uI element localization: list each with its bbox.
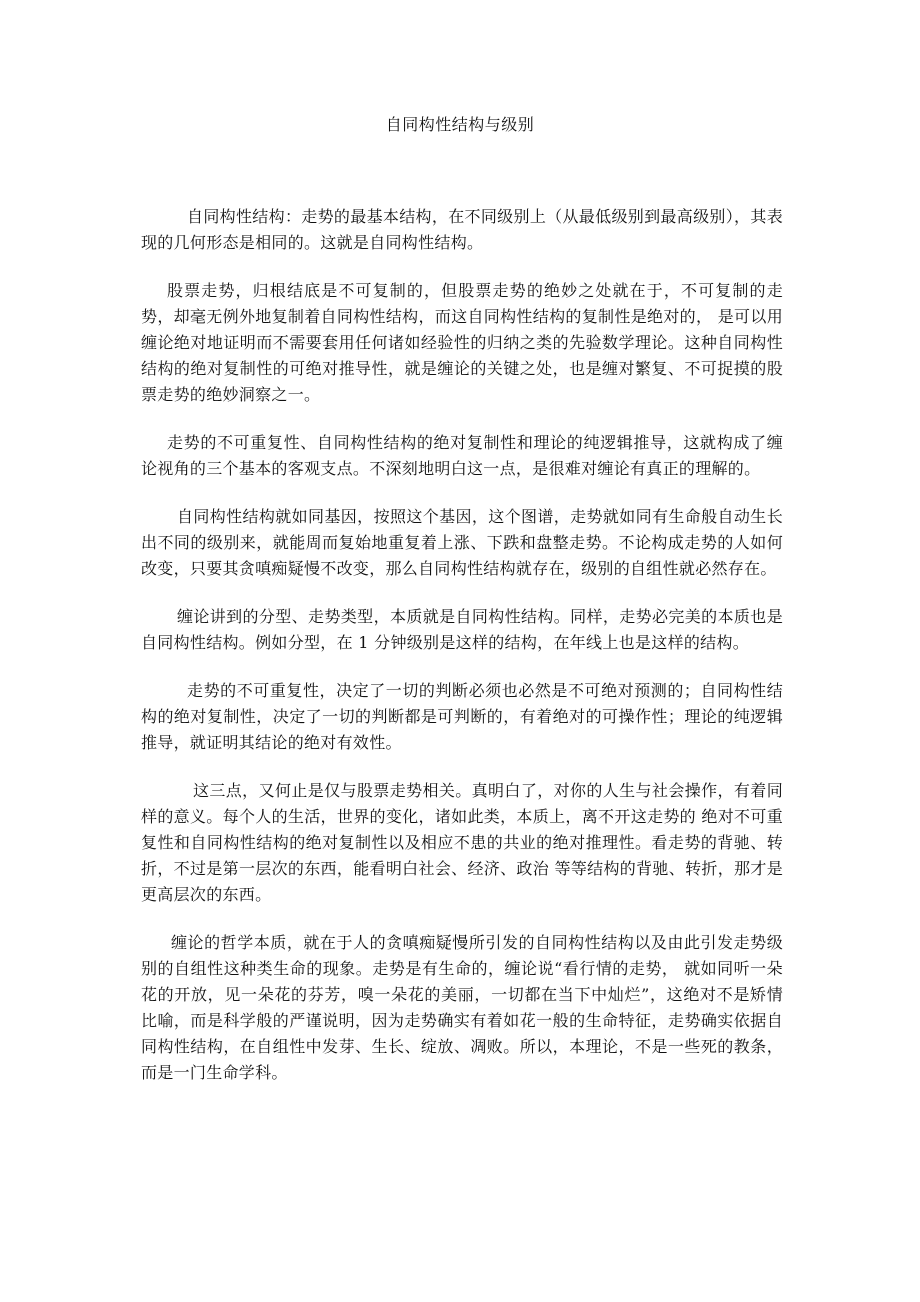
paragraph-5: 缠论讲到的分型、走势类型，本质就是自同构性结构。同样，走势必完美的本质也是自同构性结构。例如分型，在 1 分钟级别是这样的结构，在年线上也是这样的结构。: [141, 607, 783, 652]
paragraph-3: 走势的不可重复性、自同构性结构的绝对复制性和理论的纯逻辑推导，这就构成了缠论视角的三个基本的客观支点。不深刻地明白这一点，是很难对缠论有真正的理解的。: [141, 433, 783, 478]
paragraph-8: 缠论的哲学本质，就在于人的贪嗔痴疑慢所引发的自同构性结构以及由此引发走势级别的自组性这种类生命的现象。走势是有生命的，缠论说“看行情的走势， 就如同听一朵花的开放，见一朵花的芬芳，嗅一朵花的美丽，一切都在当下中灿烂”，这绝对不是矫情比喻，而是科学般的严谨说明，因为走势确实有着如花一般的生命特征，走势确实依据自同构性结构，在自组性中发芽、生长、绽放、凋败。所以，本理论，不是一些死的教条，而是一门生命学科。: [141, 933, 783, 1082]
paragraph-2: 股票走势，归根结底是不可复制的，但股票走势的绝妙之处就在于，不可复制的走势，却毫无例外地复制着自同构性结构，而这自同构性结构的复制性是绝对的， 是可以用缠论绝对地证明而不需要套用任何诸如经验性的归纳之类的先验数学理论。这种自同构性结构的绝对复制性的可绝对推导性，就是缠论的关键之处，也是缠对繁复、不可捉摸的股票走势的绝妙洞察之一。: [141, 281, 783, 404]
paragraph-1: 自同构性结构：走势的最基本结构，在不同级别上（从最低级别到最高级别），其表现的几何形态是相同的。这就是自同构性结构。: [141, 207, 783, 252]
paragraph-6: 走势的不可重复性，决定了一切的判断必须也必然是不可绝对预测的；自同构性结构的绝对复制性，决定了一切的判断都是可判断的，有着绝对的可操作性；理论的纯逻辑推导，就证明其结论的绝对有效性。: [141, 681, 783, 752]
paragraph-4: 自同构性结构就如同基因，按照这个基因，这个图谱，走势就如同有生命般自动生长出不同的级别来，就能周而复始地重复着上涨、下跌和盘整走势。不论构成走势的人如何改变，只要其贪嗔痴疑慢不改变，那么自同构性结构就存在，级别的自组性就必然存在。: [141, 507, 783, 578]
paragraph-7: 这三点，又何止是仅与股票走势相关。真明白了，对你的人生与社会操作，有着同样的意义。每个人的生活，世界的变化，诸如此类，本质上，离不开这走势的 绝对不可重复性和自同构性结构的绝对复制性以及相应不患的共业的绝对推理性。看走势的背驰、转折，不过是第一层次的东西，能看明白社会、经济、政治 等等结构的背驰、转折，那才是更高层次的东西。: [141, 781, 783, 904]
document-body: [141, 204, 783, 1108]
page-title: 自同构性结构与级别: [385, 115, 535, 134]
